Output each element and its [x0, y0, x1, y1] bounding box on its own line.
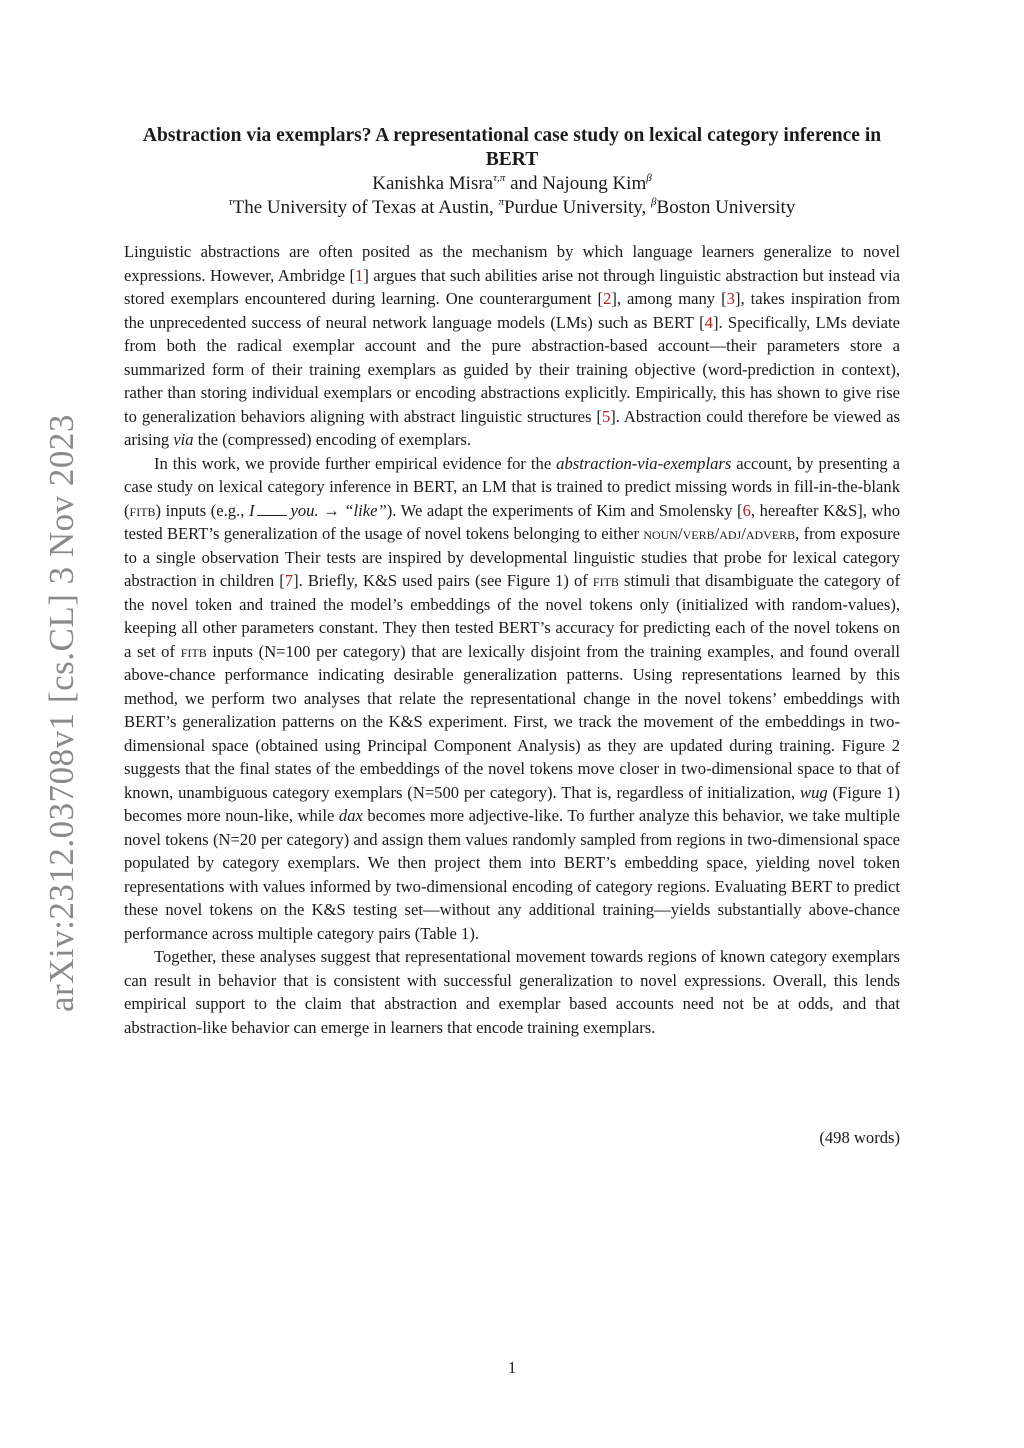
author-affiliation-mark: τ,π — [493, 172, 506, 184]
text-run: ], among many [ — [611, 289, 727, 308]
blank-line — [257, 503, 287, 516]
emphasis: via — [173, 430, 194, 449]
emphasis: abstraction-via-exemplars — [556, 453, 732, 473]
arrow-symbol: → — [318, 500, 345, 520]
paragraph-2 — [124, 452, 900, 946]
affiliation-mark: τ — [228, 196, 233, 208]
text-run: ], takes inspiration from the unprecedented success of neural network language models (LMs) such as BERT [ — [124, 289, 900, 332]
paragraph-3: Together, these analyses suggest that representational movement towards regions of known category exemplars can result in behavior that is consistent with successful generalization to novel expressions. Overall, this lends empirical support to the claim that abstraction and exemplar based accounts need not be at odds, and that abstraction-like behavior can emerge in learners that encode training exemplars. — [124, 947, 900, 1037]
text-run: becomes more adjective-like. To further analyze this behavior, we take multiple novel tokens (N=20 per category) and assign them values randomly sampled from regions in two-dimensional space populated by category exemplars. We then project them into BERT’s embedding space, yielding novel token representations with values informed by two-dimensional encoding of category regions. Evaluating BERT to predict these novel tokens on the K&S testing set—without any additional training—yields substantially above-chance performance across multiple category pairs (Table 1). — [124, 806, 900, 943]
author-affiliation-mark: β — [646, 172, 652, 184]
text-run: In this work, we provide further empirical evidence for the — [154, 453, 557, 473]
text-run: ) inputs (e.g., — [155, 500, 249, 520]
author-conjunction: and — [505, 173, 543, 194]
word-count: (498 words) — [819, 1128, 900, 1147]
text-run: account, by presenting a case study on lexical category inference in BERT, an LM that is trained to predict missing words in fill-in-the-blank ( — [124, 453, 900, 520]
text-run: stimuli that disambiguate the category of the novel token and trained the model’s embeddings of the novel tokens only (initialized with random-values), keeping all other parameters constant. They then tested BERT’s accuracy for predicting each of the novel tokens on a set of — [124, 571, 900, 661]
small-caps-term: fitb — [592, 571, 619, 590]
citation-link[interactable]: 3 — [726, 289, 735, 308]
affiliation: Boston University — [656, 197, 796, 218]
paragraph-1 — [124, 240, 900, 452]
citation-link[interactable]: 2 — [603, 289, 612, 308]
arxiv-side-stamp: arXiv:2312.03708v1 [cs.CL] 3 Nov 2023 — [42, 414, 81, 1012]
text-run: Linguistic abstractions are often posited as the mechanism by which language learners generalize to novel expressions. However, Ambridge [ — [124, 242, 900, 285]
citation-link[interactable]: 5 — [601, 406, 611, 426]
emphasis: wug — [800, 782, 828, 802]
citation-link[interactable]: 4 — [704, 312, 713, 332]
abstract-body — [124, 240, 900, 1039]
example-word: you. — [290, 500, 319, 520]
text-run: the (compressed) encoding of exemplars. — [193, 430, 471, 449]
text-run: ]. Briefly, K&S used pairs (see Figure 1) of — [293, 571, 593, 590]
text-run: inputs (N=100 per category) that are lexically disjoint from the training examples, and found overall above-chance performance indicating desirable generalization patterns. Using representations learned by this method, we perform two analyses that relate the representational change in the novel tokens’ embeddings with BERT’s generalization patterns on the K&S experiment. First, we track the movement of the embeddings in two-dimensional space (obtained using Principal Component Analysis) as they are updated during training. Figure 2 suggests that the final states of the embeddings of the novel tokens move closer in two-dimensional space to that of known, unambiguous category exemplars (N=500 per category). That is, regardless of initialization, — [124, 641, 900, 802]
small-caps-term: fitb — [180, 641, 207, 661]
small-caps-term: noun/verb/adj/adverb — [643, 524, 796, 543]
affiliation-line — [124, 196, 900, 220]
example-word: “like” — [344, 500, 387, 520]
affiliation-mark: π — [498, 196, 504, 208]
citation-link[interactable]: 7 — [284, 571, 294, 590]
paper-header — [124, 124, 900, 220]
affiliation-mark: β — [651, 196, 657, 208]
affiliation: Purdue University, — [503, 197, 652, 218]
emphasis: dax — [338, 806, 363, 825]
author-line — [124, 172, 900, 196]
text-run: ). We adapt the experiments of Kim and Smolensky [ — [386, 500, 743, 520]
affiliation: The University of Texas at Austin, — [232, 197, 499, 218]
paper-title: Abstraction via exemplars? A representational case study on lexical category inference in BERT — [142, 125, 882, 170]
citation-link[interactable]: 1 — [355, 265, 364, 285]
text-run: ] argues that such abilities arise not through linguistic abstraction but instead via stored exemplars encountered during learning. One counterargument [ — [124, 265, 900, 308]
text-run: ]. Specifically, LMs deviate from both the radical exemplar account and the pure abstraction-based account—their parameters store a summarized form of their training exemplars as guided by their training objective (word-prediction in context), rather than storing individual exemplars or encoding abstractions explicitly. Empirically, this has shown to give rise to generalization behaviors aligning with abstract linguistic structures [ — [124, 312, 901, 426]
author-name: Kanishka Misra — [372, 173, 494, 194]
page-number: 1 — [507, 1358, 517, 1377]
small-caps-term: fitb — [129, 500, 156, 520]
text-run: , hereafter K&S], who tested BERT’s generalization of the usage of novel tokens belonging to either — [124, 500, 901, 543]
citation-link[interactable]: 6 — [742, 500, 751, 520]
text-run: (Figure 1) becomes more noun-like, while — [124, 782, 900, 825]
text-run: ]. Abstraction could therefore be viewed as arising — [124, 406, 900, 449]
text-run: , from exposure to a single observation Their tests are inspired by developmental linguistic studies that probe for lexical category abstraction in children [ — [124, 524, 900, 590]
example-word: I — [248, 500, 255, 520]
author-name: Najoung Kim — [542, 173, 647, 194]
